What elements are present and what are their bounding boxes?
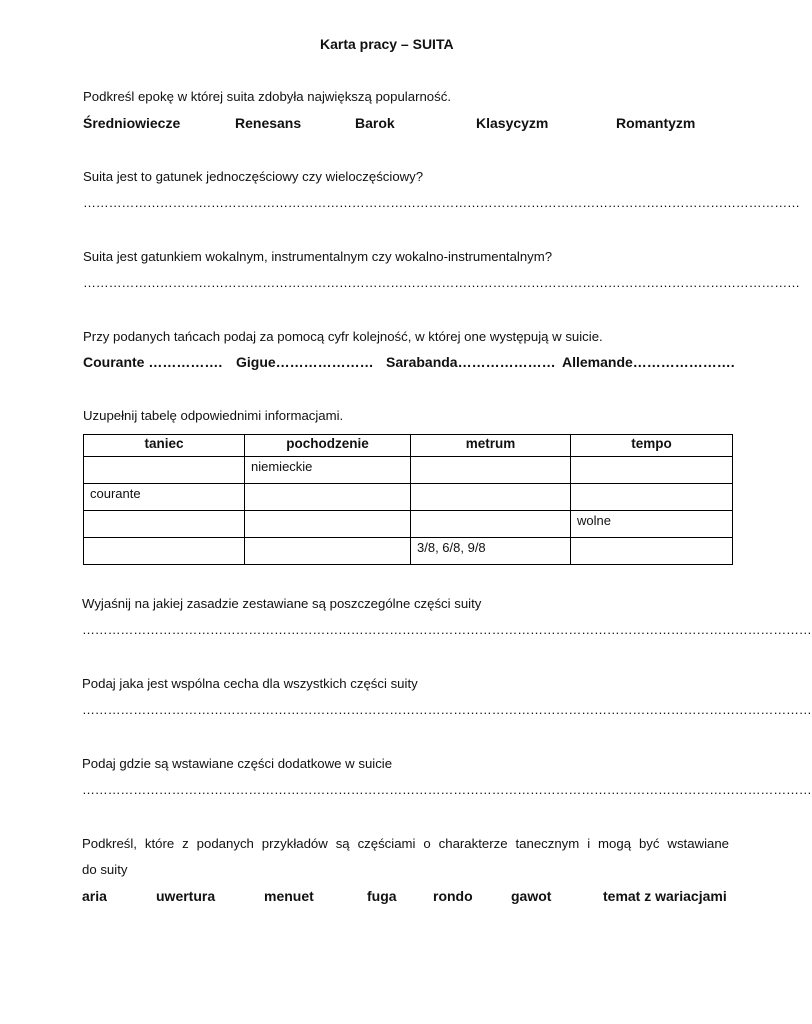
table-cell[interactable] [245,511,411,538]
option-renesans: Renesans [235,115,302,131]
table-cell[interactable] [84,457,245,484]
answer-line-3[interactable]: …………………………………………………………………………………………………………………………………………………… [83,275,800,290]
question-3: Suita jest gatunkiem wokalnym, instrumentalnym czy wokalno-instrumentalnym? [83,249,553,264]
question-4: Przy podanych tańcach podaj za pomocą cyfr kolejność, w której one występują w suicie. [83,329,603,344]
answer-line-2[interactable]: …………………………………………………………………………………………………………………………………………………… [83,195,800,210]
question-7: Podaj jaka jest wspólna cecha dla wszystkich części suity [82,676,418,691]
option-rondo: rondo [433,888,473,904]
dance-courante: Courante ……………. [83,354,223,370]
table-row [84,538,733,565]
option-temat-z-wariacjami: temat z wariacjami [603,888,727,904]
option-uwertura: uwertura [156,888,216,904]
option-aria: aria [82,888,107,904]
question-5: Uzupełnij tabelę odpowiednimi informacjami. [83,408,344,423]
table-cell[interactable] [245,538,411,565]
dance-sarabanda: Sarabanda………………… [386,354,556,370]
table-cell[interactable] [245,484,411,511]
column-header-metrum: metrum [411,435,571,457]
column-header-taniec: taniec [84,435,245,457]
page-title: Karta pracy – SUITA [320,36,454,52]
table-cell[interactable]: courante [84,484,245,511]
question-1: Podkreśl epokę w której suita zdobyła największą popularność. [83,89,451,104]
table-row [84,457,733,484]
option-klasycyzm: Klasycyzm [476,115,549,131]
answer-line-8[interactable]: ……………………………………………………………………………………………………………………………………………………… [82,782,812,797]
table-cell[interactable] [411,511,571,538]
table-cell[interactable] [571,457,733,484]
info-table [83,434,733,565]
question-9-line-1: Podkreśl, które z podanych przykładów są częściami o charakterze tanecznym i mogą być wstawiane [82,836,729,851]
table-cell[interactable] [84,538,245,565]
table-cell[interactable]: 3/8, 6/8, 9/8 [411,538,571,565]
table-cell[interactable] [84,511,245,538]
option-menuet: menuet [264,888,314,904]
answer-line-6[interactable]: ……………………………………………………………………………………………………………………………………………………… [82,622,812,637]
dance-allemande: Allemande…………………. [562,354,735,370]
table-row [84,484,733,511]
table-cell[interactable] [571,538,733,565]
table-row [84,511,733,538]
column-header-pochodzenie: pochodzenie [245,435,411,457]
dance-gigue: Gigue………………… [236,354,374,370]
answer-line-7[interactable]: ……………………………………………………………………………………………………………………………………………………… [82,702,812,717]
option-fuga: fuga [367,888,397,904]
table-cell[interactable] [411,457,571,484]
question-8: Podaj gdzie są wstawiane części dodatkowe w suicie [82,756,393,771]
question-9-line-2: do suity [82,862,128,877]
column-header-tempo: tempo [571,435,733,457]
table-cell[interactable]: wolne [571,511,733,538]
question-6: Wyjaśnij na jakiej zasadzie zestawiane są poszczególne części suity [82,596,482,611]
option-barok: Barok [355,115,395,131]
table-cell[interactable]: niemieckie [245,457,411,484]
question-2: Suita jest to gatunek jednoczęściowy czy wieloczęściowy? [83,169,424,184]
option-gawot: gawot [511,888,552,904]
table-cell[interactable] [571,484,733,511]
table-cell[interactable] [411,484,571,511]
table-header-row [84,435,733,457]
option-romantyzm: Romantyzm [616,115,696,131]
option-sredniowiecze: Średniowiecze [83,115,181,131]
